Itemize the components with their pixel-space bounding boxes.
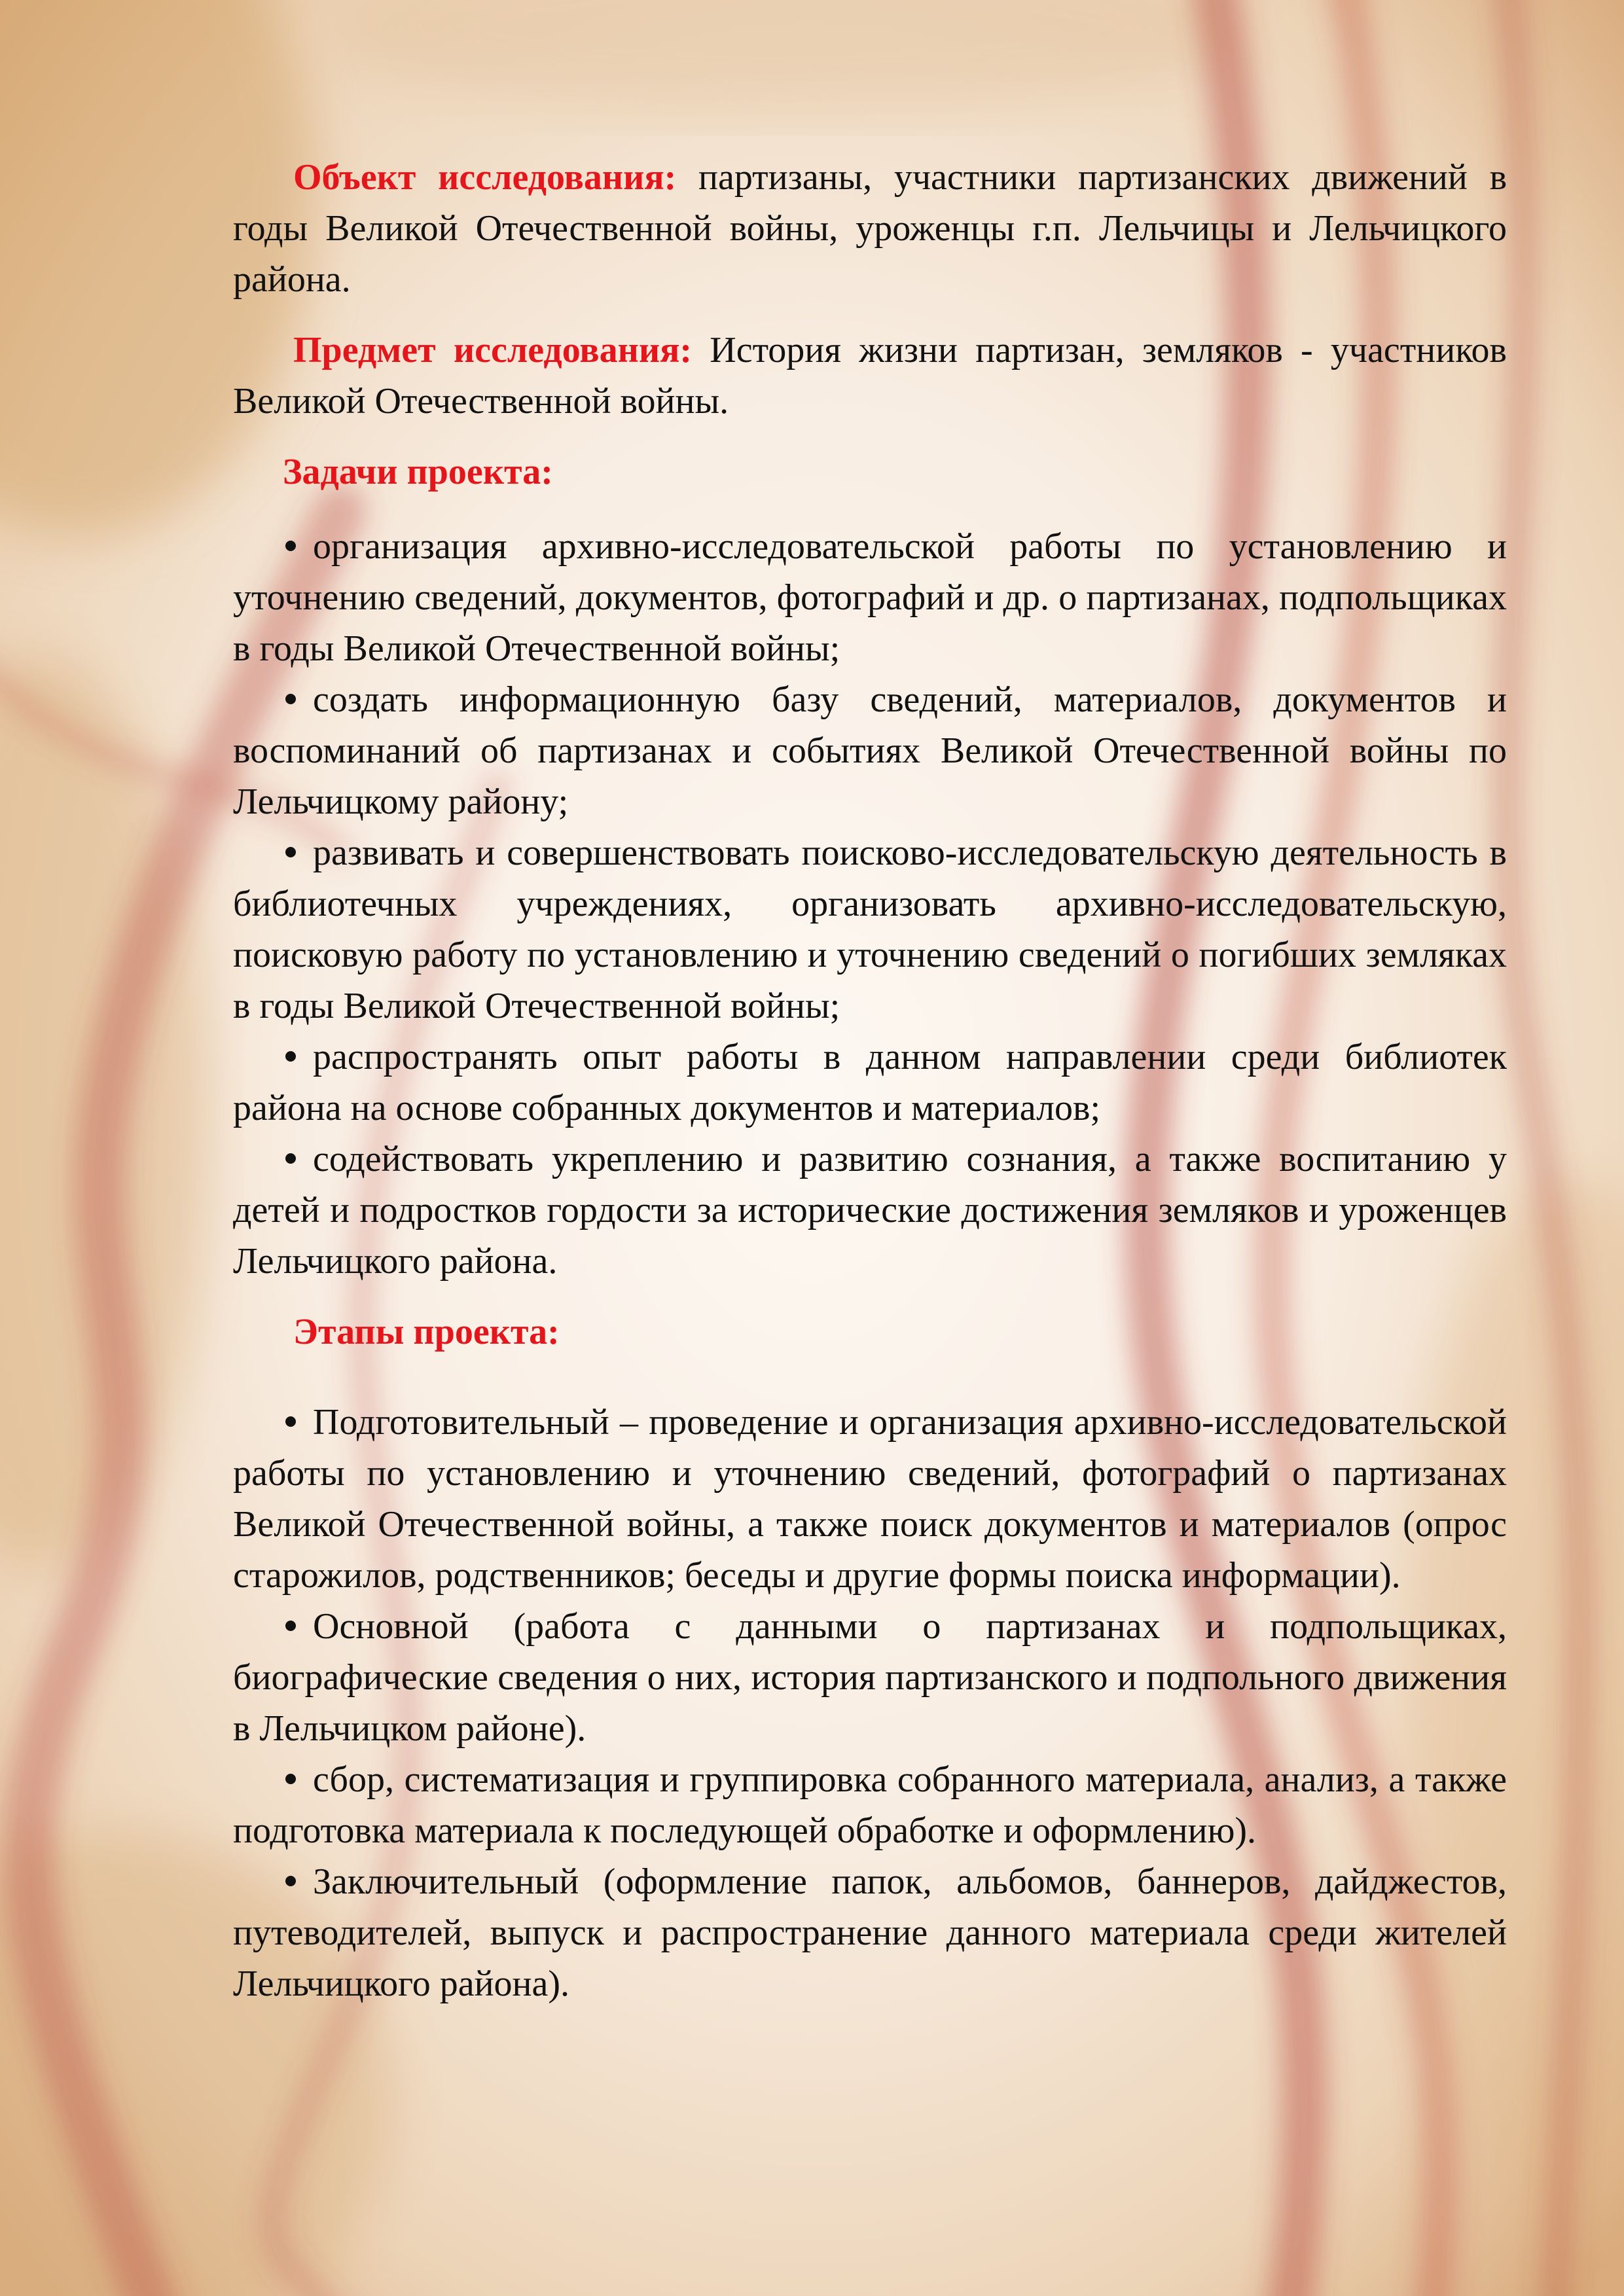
bullet-icon [285, 1774, 296, 1784]
bullet-icon [285, 847, 296, 857]
stages-heading: Этапы проекта: [293, 1312, 560, 1352]
stage-item-text: Подготовительный – проведение и организация архивно-исследовательской работы по установлению и уточнению сведений, фотографий о партизанах Великой Отечественной войны, а также поиск документов и материалов (опрос старожилов, родственников; беседы и другие формы поиска информации). [233, 1402, 1507, 1596]
bullet-icon [285, 1153, 296, 1164]
stage-item-text: Основной (работа с данными о партизанах и подпольщиках, биографические сведения о них, история партизанского и подпольного движения в Лельчицком районе). [233, 1606, 1507, 1749]
bullet-icon [285, 1621, 296, 1631]
bullet-icon [285, 694, 296, 704]
bullet-icon [285, 1876, 296, 1886]
task-item [233, 1031, 1507, 1134]
task-item [233, 827, 1507, 1031]
subject-text: История жизни партизан, земляков - участников Великой Отечественной войны. [233, 330, 1507, 422]
object-label: Объект исследования: [293, 157, 677, 198]
stage-item-text: Заключительный (оформление папок, альбомов, баннеров, дайджестов, путеводителей, выпуск и распространение данного материала среди жителей Лельчицкого района). [233, 1861, 1507, 2004]
task-item [233, 674, 1507, 827]
task-item-text: распространять опыт работы в данном направлении среди библиотек района на основе собранных документов и материалов; [233, 1037, 1507, 1128]
task-item-text: создать информационную базу сведений, материалов, документов и воспоминаний об партизанах и событиях Великой Отечественной войны по Лельчицкому району; [233, 679, 1507, 822]
tasks-heading: Задачи проекта: [283, 452, 553, 492]
document-body [233, 152, 1507, 2009]
bullet-icon [285, 1051, 296, 1062]
bullet-icon [285, 1416, 296, 1427]
task-item-text: организация архивно-исследовательской работы по установлению и уточнению сведений, документов, фотографий и др. о партизанах, подпольщиках в годы Великой Отечественной войны; [233, 526, 1507, 669]
stage-item [233, 1397, 1507, 1601]
object-paragraph [233, 152, 1507, 305]
tasks-list [233, 521, 1507, 1287]
stage-item-text: сбор, систематизация и группировка собранного материала, анализ, а также подготовка материала к последующей обработке и оформлению). [233, 1759, 1507, 1851]
stages-list [233, 1397, 1507, 2009]
subject-paragraph [233, 325, 1507, 427]
subject-label: Предмет исследования: [293, 330, 693, 370]
task-item [233, 1134, 1507, 1287]
stage-item [233, 1601, 1507, 1754]
task-item-text: развивать и совершенствовать поисково-исследовательскую деятельность в библиотечных учреждениях, организовать архивно-исследовательскую, поисковую работу по установлению и уточнению сведений о погибших земляках в годы Великой Отечественной войны; [233, 833, 1507, 1026]
stage-item [233, 1856, 1507, 2009]
task-item-text: содействовать укреплению и развитию сознания, а также воспитанию у детей и подростков гордости за исторические достижения земляков и уроженцев Лельчицкого района. [233, 1139, 1507, 1282]
stage-item [233, 1754, 1507, 1856]
object-text: партизаны, участники партизанских движений в годы Великой Отечественной войны, уроженцы г.п. Лельчицы и Лельчицкого района. [233, 157, 1507, 300]
task-item [233, 521, 1507, 674]
bullet-icon [285, 541, 296, 551]
